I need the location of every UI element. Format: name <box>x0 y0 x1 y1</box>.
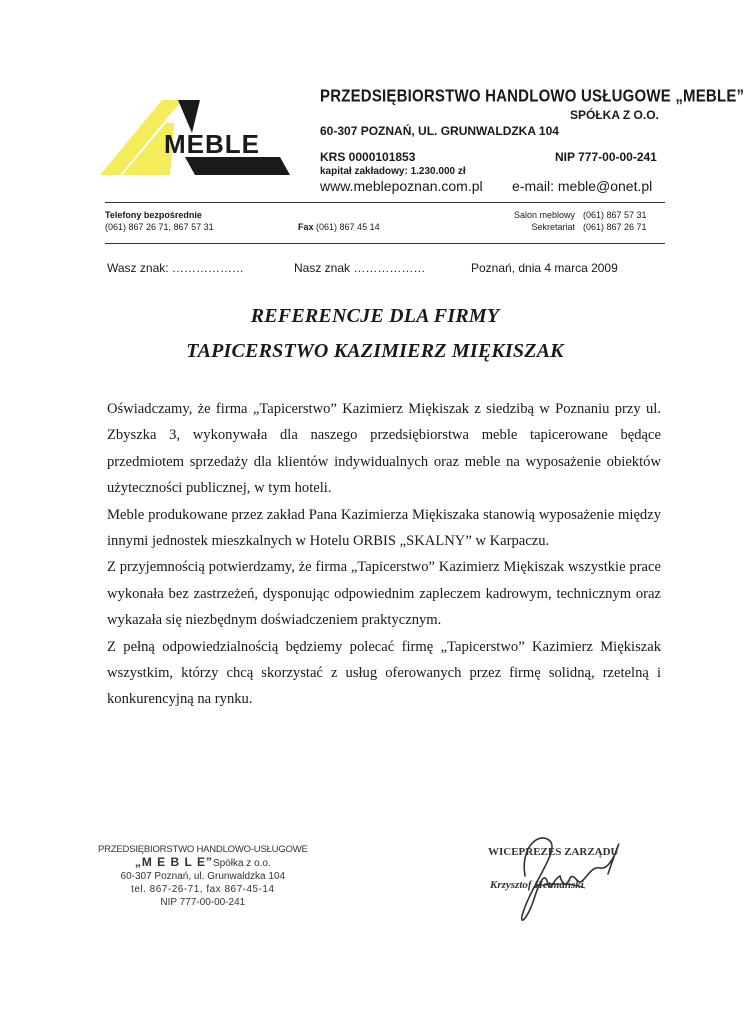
share-capital: kapitał zakładowy: 1.230.000 zł <box>320 166 466 177</box>
stamp-line: 60-307 Poznań, ul. Grunwaldzka 104 <box>120 871 286 882</box>
stamp-line: PRZEDSIĘBIORSTWO HANDLOWO-USŁUGOWE <box>98 844 308 855</box>
salon-contact <box>493 210 663 220</box>
direct-phones: (061) 867 26 71, 867 57 31 <box>105 222 214 232</box>
paragraph: Z przyjemnością potwierdzamy, że firma „Tapicerstwo” Kazimierz Miękiszak wszystkie prace wykonała bez zastrzeżeń, dysponując odpowiednim zapleczem kadrowym, technicznym oraz wykazała się niezbędnym doświadczeniem praktycznym. <box>107 559 661 629</box>
document-title: REFERENCJE DLA FIRMY <box>250 305 500 327</box>
letter-body <box>107 396 661 713</box>
company-name: PRZEDSIĘBIORSTWO HANDLOWO USŁUGOWE „MEBLE” <box>320 86 745 107</box>
stamp-line <box>98 856 308 870</box>
company-stamp <box>98 843 308 909</box>
logo-text: MEBLE <box>164 129 260 159</box>
paragraph: Meble produkowane przez zakład Pana Kazimierza Miękiszaka stanowią wyposażenie między innymi jednostek mieszkalnych w Hotelu ORBIS „SKALNY” w Karpaczu. <box>107 506 661 550</box>
secretariat-contact <box>493 222 663 232</box>
your-reference: Wasz znak: ……………… <box>107 261 244 275</box>
logo-black-stripe <box>185 157 290 175</box>
salon-number: (061) 867 57 31 <box>583 210 647 220</box>
meble-logo <box>100 95 290 180</box>
direct-phones-label: Telefony bezpośrednie <box>105 210 202 220</box>
stamp-company-form: Spółka z o.o. <box>212 858 271 869</box>
header-divider <box>105 202 665 203</box>
fax-label: Fax <box>298 222 314 232</box>
paragraph: Z pełną odpowiedzialnością będziemy polecać firmę „Tapicerstwo” Kazimierz Miękiszak wszystkim, którzy chcą skorzystać z usług oferowanych przez firmę solidną, rzetelną i konkurencyjną na rynku. <box>107 638 661 708</box>
secretariat-number: (061) 867 26 71 <box>583 222 647 232</box>
place-date: Poznań, dnia 4 marca 2009 <box>471 261 618 275</box>
signer-role: WICEPREZES ZARZĄDU <box>488 846 619 858</box>
stamp-line: NIP 777-00-00-241 <box>160 897 246 908</box>
paragraph: Oświadczamy, że firma „Tapicerstwo” Kazimierz Miękiszak z siedzibą w Poznaniu przy ul. Zbyszka 3, wykonywała dla naszego przedsiębiorstwa meble tapicerowane będące przedmiotem sprzedaży dla klientów indywidualnych oraz meble na wyposażenie obiektów użyteczności publicznej, w tym hoteli. <box>107 401 661 497</box>
secretariat-label: Sekretariat <box>531 222 575 232</box>
email-address: e-mail: meble@onet.pl <box>512 178 653 194</box>
fax-number: (061) 867 45 14 <box>316 222 380 232</box>
our-reference: Nasz znak ……………… <box>294 261 426 275</box>
salon-label: Salon meblowy <box>513 210 575 220</box>
contacts-divider <box>105 243 665 244</box>
fax <box>298 222 380 232</box>
company-address: 60-307 POZNAŃ, UL. GRUNWALDZKA 104 <box>320 124 559 138</box>
website: www.meblepoznan.com.pl <box>320 178 483 194</box>
document-subtitle: TAPICERSTWO KAZIMIERZ MIĘKISZAK <box>186 340 564 362</box>
krs-number: KRS 0000101853 <box>320 150 416 164</box>
company-form: SPÓŁKA Z O.O. <box>570 108 659 122</box>
handwritten-signature <box>490 826 630 936</box>
nip-number: NIP 777-00-00-241 <box>555 150 657 164</box>
stamp-company-name: „M E B L E” <box>134 855 213 869</box>
signer-name: Krzysztof Hetmański <box>490 879 584 891</box>
stamp-line: tel. 867-26-71, fax 867-45-14 <box>131 884 275 895</box>
